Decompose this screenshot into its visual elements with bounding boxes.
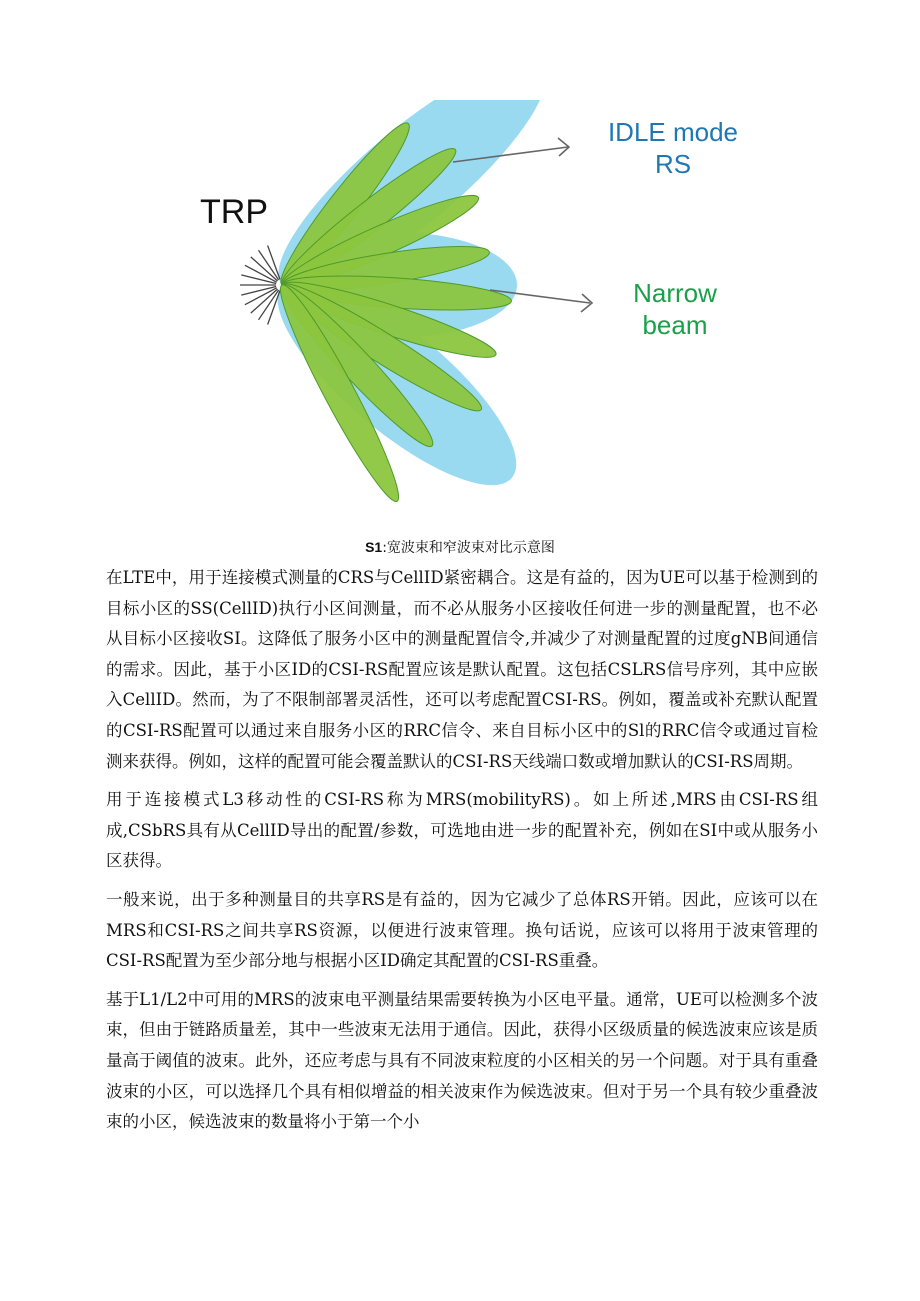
trp-label: TRP xyxy=(200,193,268,231)
beam-comparison-figure xyxy=(150,100,770,530)
narrow-label-line1: Narrow xyxy=(633,278,717,308)
paragraph: 一般来说，出于多种测量目的共享RS是有益的，因为它减少了总体RS开销。因此，应该可以在MRS和CSI-RS之间共享RS资源，以便进行波束管理。换句话说，应该可以将用于波束管理的CSI-RS配置为至少部分地与根据小区ID确定其配置的CSI-RS重叠。 xyxy=(106,889,818,971)
idle-label-line1: IDLE mode xyxy=(607,117,739,147)
antenna-ray xyxy=(259,290,279,320)
trp-antenna-rays xyxy=(240,246,280,325)
antenna-ray xyxy=(259,250,279,280)
idle-mode-rs-label xyxy=(583,116,763,180)
caption-text: :宽波束和窄波束对比示意图 xyxy=(382,540,555,556)
figure-caption xyxy=(0,537,920,557)
paragraph: 在LTE中，用于连接模式测量的CRS与CellID紧密耦合。这是有益的，因为UE可以基于检测到的目标小区的SS(CellID)执行小区间测量，而不必从服务小区接收任何进一步的测量配置，也不必从目标小区接收SI。这降低了服务小区中的测量配置信令,并减少了对测量配置的过度gNB间通信的需求。因此，基于小区ID的CSI-RS配置应该是默认配置。这包括CSLRS信号序列，其中应嵌入CellID。然而，为了不限制部署灵活性，还可以考虑配置CSI-RS。例如，覆盖或补充默认配置的CSI-RS配置可以通过来自服务小区的RRC信令、来自目标小区中的Sl的RRC信令或通过盲检测来获得。例如，这样的配置可能会覆盖默认的CSI-RS天线端口数或增加默认的CSI-RS周期。 xyxy=(106,568,818,771)
caption-prefix: S1 xyxy=(365,539,383,555)
paragraph: 用于连接模式L3移动性的CSI-RS称为MRS(mobilityRS)。如上所述,MRS由CSI-RS组成,CSbRS具有从CellID导出的配置/参数，可选地由进一步的配置补充，例如在SI中或从服务小区获得。 xyxy=(106,790,818,871)
narrow-beam-label xyxy=(605,277,745,341)
body-text xyxy=(106,563,818,1146)
paragraph: 基于L1/L2中可用的MRS的波束电平测量结果需要转换为小区电平量。通常，UE可以检测多个波束，但由于链路质量差，其中一些波束无法用于通信。因此，获得小区级质量的候选波束应该是质量高于阈值的波束。此外，还应考虑与具有不同波束粒度的小区相关的另一个问题。对于具有重叠波束的小区，可以选择几个具有相似增益的相关波束作为候选波束。但对于另一个具有较少重叠波束的小区，候选波束的数量将小于第一个小 xyxy=(106,989,818,1132)
idle-label-line2: RS xyxy=(654,149,692,179)
narrow-label-line2: beam xyxy=(642,310,708,340)
